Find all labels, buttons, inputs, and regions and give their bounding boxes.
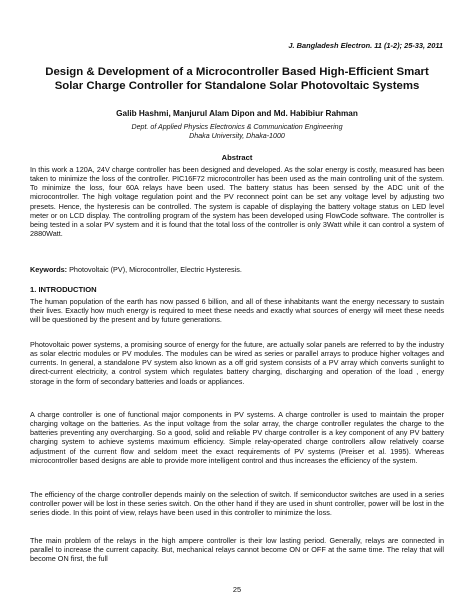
affiliation — [30, 123, 444, 141]
abstract-text: In this work a 120A, 24V charge controller has been designed and developed. As the solar energy is costly, measured has been taken to minimize the loss of the controller. PIC16F72 microcontroller has been used as the main controlling unit of the system. To minimize the loss, four 60A relays have been used. The battery status has been sensed by the ADC unit of the microcontroller. The high voltage regulation point and the PV reconnect point can be set any voltage level by adjusting two presets. Hence, the hysteresis can be controlled. The system is capable of displaying the battery voltage status on LED level meter or on LCD display. The controlling program of the system has been developed using FlowCode software. The controller is being tested in a solar PV system and it is found that the total loss of the controller is only 3Watt while it can control a system of 2880Watt. — [30, 165, 444, 239]
body-paragraph: The main problem of the relays in the high ampere controller is their low lasting period. Generally, relays are connected in parallel to increase the current capacity. But, mechanical relays cannot become ON or OFF at the same time. The relay that will become ON first, the full — [30, 536, 444, 564]
keywords-text: Photovoltaic (PV), Microcontroller, Electric Hysteresis. — [67, 265, 242, 274]
body-paragraph: A charge controller is one of functional major components in PV systems. A charge controller is used to maintain the proper charging voltage on the batteries. As the input voltage from the solar array, the charge controller regulates the charge to the batteries preventing any overcharging. So a good, solid and reliable PV charge controller is a key component of any PV battery charging system to achieve systems maximum efficiency. Simple relay-operated charge controllers allow relatively coarse adjustment of the current flow and seldom meet the exact requirements of PV systems (Preiser et al. 1995). Whereas microcontroller based designs are able to provide more intelligent control and thus increases the efficiency of the system. — [30, 410, 444, 465]
keywords-label: Keywords: — [30, 265, 68, 274]
journal-reference: J. Bangladesh Electron. 11 (1-2); 25-33, 2011 — [288, 41, 443, 50]
body-paragraph: The efficiency of the charge controller depends mainly on the selection of switch. If semiconductor switches are used in a series controller power will be lost in these series switch. On the other hand if they are used in shunt controller, power will be lost in the series diode. In this point of view, relays have been used in this controller to minimize the loss. — [30, 490, 444, 518]
author-list: Galib Hashmi, Manjurul Alam Dipon and Md. Habibiur Rahman — [116, 109, 358, 118]
affiliation-institution: Dhaka University, Dhaka-1000 — [189, 132, 285, 140]
section-heading-introduction: 1. INTRODUCTION — [30, 285, 97, 294]
page-number: 25 — [232, 585, 242, 594]
paper-title: Design & Development of a Microcontroller Based High-Efficient Smart Solar Charge Controller for Standalone Solar Photovoltaic Systems — [45, 66, 429, 92]
affiliation-department: Dept. of Applied Physics Electronics & Communication Engineering — [131, 123, 343, 131]
abstract-heading: Abstract — [221, 153, 253, 162]
body-paragraph: The human population of the earth has now passed 6 billion, and all of these inhabitants want the energy necessary to sustain their lives. Exactly how much energy is required to meet these needs and exactly what sources of energy will meet these needs will be questioned by the present and by future generations. — [30, 297, 444, 325]
body-paragraph: Photovoltaic power systems, a promising source of energy for the future, are actually solar panels are referred to by the industry as solar electric modules or PV modules. The modules can be wired as series or parallel arrays to produce higher voltages and currents. In general, a standalone PV system also known as a off grid system consists of a PV array which converts sunlight to direct-current electricity, a control system which regulates battery charging, discharging and operation of the load , energy storage in the form of secondary batteries and loads or appliances. — [30, 340, 444, 386]
keywords — [30, 265, 444, 274]
